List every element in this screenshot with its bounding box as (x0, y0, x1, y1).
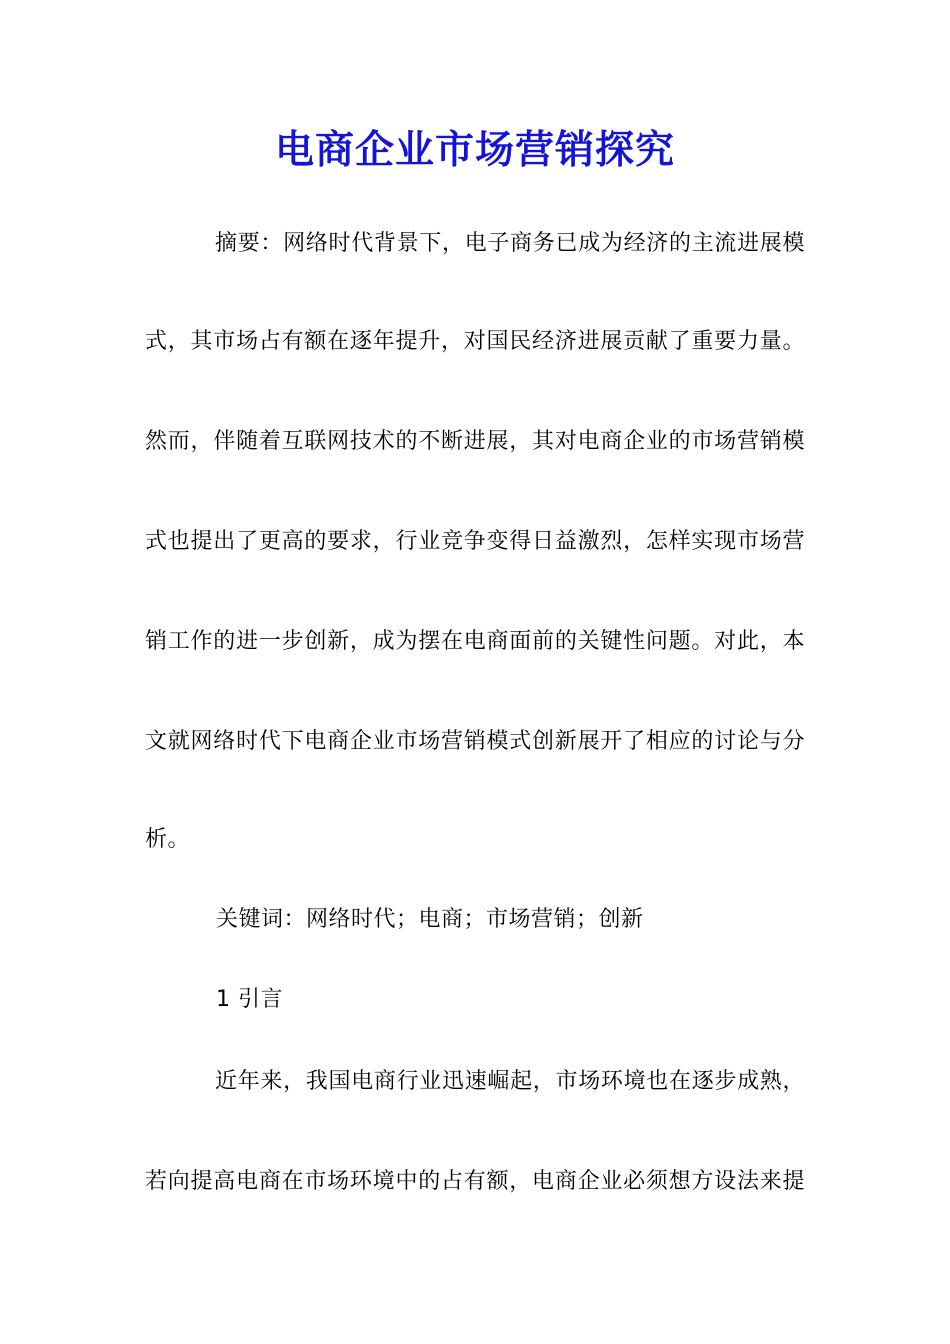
abstract-line-4: 式也提出了更高的要求，行业竞争变得日益激烈，怎样实现市场营 (145, 529, 805, 554)
abstract-line-7: 析。 (145, 827, 191, 852)
keywords: 关键词：网络时代；电商；市场营销；创新 (216, 907, 644, 932)
abstract-line-1: 摘要：网络时代背景下，电子商务已成为经济的主流进展模 (215, 231, 805, 256)
abstract-line-6: 文就网络时代下电商企业市场营销模式创新展开了相应的讨论与分 (145, 729, 805, 754)
abstract-line-3: 然而，伴随着互联网技术的不断进展，其对电商企业的市场营销模 (145, 429, 805, 454)
abstract-line-2: 式，其市场占有额在逐年提升，对国民经济进展贡献了重要力量。 (145, 329, 805, 354)
intro-line-1: 近年来，我国电商行业迅速崛起，市场环境也在逐步成熟， (215, 1069, 805, 1094)
document-title: 电商企业市场营销探究 (274, 127, 675, 173)
section-heading: 1 引言 (216, 987, 283, 1012)
intro-line-2: 若向提高电商在市场环境中的占有额，电商企业必须想方设法来提 (145, 1169, 805, 1194)
abstract-line-5: 销工作的进一步创新，成为摆在电商面前的关键性问题。对此，本 (145, 629, 805, 654)
